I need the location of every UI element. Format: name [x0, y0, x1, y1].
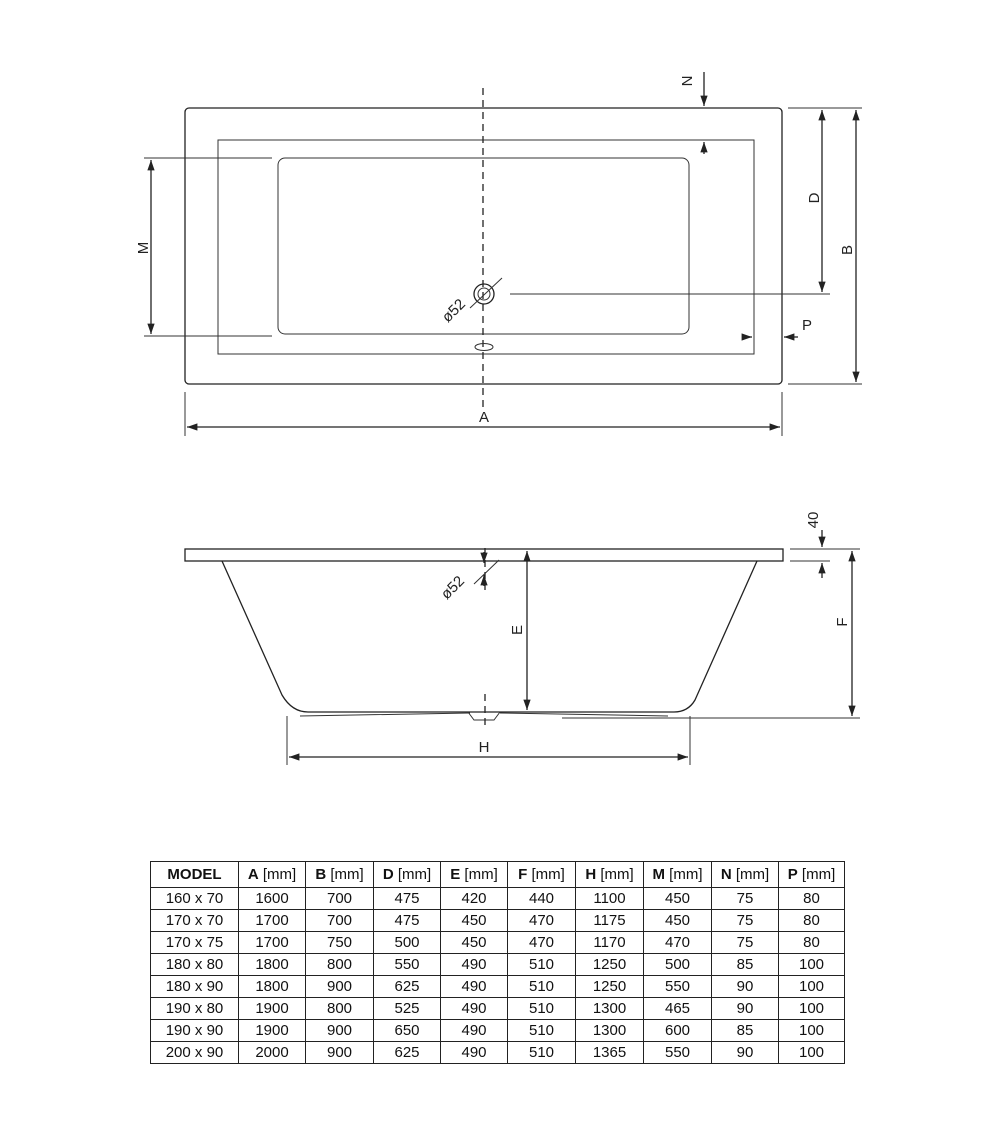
- header-h: H [mm]: [576, 862, 644, 888]
- table-row: [151, 954, 845, 976]
- value-cell: 510: [508, 954, 576, 976]
- value-cell: 100: [779, 954, 845, 976]
- dim-label-d: D: [806, 192, 823, 204]
- value-cell: 470: [508, 932, 576, 954]
- model-cell: 200 x 90: [151, 1042, 239, 1064]
- value-cell: 490: [441, 976, 508, 998]
- table-row: [151, 1020, 845, 1042]
- table-row: [151, 976, 845, 998]
- drain-label-top: ø52: [438, 295, 469, 326]
- value-cell: 1700: [239, 910, 306, 932]
- value-cell: 550: [374, 954, 441, 976]
- value-cell: 100: [779, 998, 845, 1020]
- value-cell: 90: [712, 976, 779, 998]
- value-cell: 700: [306, 888, 374, 910]
- value-cell: 450: [441, 910, 508, 932]
- value-cell: 490: [441, 1042, 508, 1064]
- value-cell: 475: [374, 888, 441, 910]
- header-model: MODEL: [151, 862, 239, 888]
- value-cell: 470: [644, 932, 712, 954]
- value-cell: 500: [374, 932, 441, 954]
- value-cell: 490: [441, 1020, 508, 1042]
- value-cell: 1365: [576, 1042, 644, 1064]
- value-cell: 1700: [239, 932, 306, 954]
- dim-label-b: B: [839, 244, 856, 256]
- value-cell: 1100: [576, 888, 644, 910]
- value-cell: 600: [644, 1020, 712, 1042]
- dim-label-e: E: [509, 624, 526, 636]
- value-cell: 650: [374, 1020, 441, 1042]
- header-d: D [mm]: [374, 862, 441, 888]
- value-cell: 80: [779, 932, 845, 954]
- value-cell: 100: [779, 976, 845, 998]
- table-row: [151, 888, 845, 910]
- value-cell: 1800: [239, 954, 306, 976]
- dim-label-h: H: [478, 739, 490, 756]
- value-cell: 510: [508, 976, 576, 998]
- side-view: [185, 512, 860, 765]
- dim-label-a: A: [478, 409, 490, 426]
- header-b: B [mm]: [306, 862, 374, 888]
- value-cell: 100: [779, 1020, 845, 1042]
- value-cell: 450: [441, 932, 508, 954]
- value-cell: 85: [712, 1020, 779, 1042]
- top-view: [135, 72, 862, 436]
- table-row: [151, 1042, 845, 1064]
- value-cell: 470: [508, 910, 576, 932]
- value-cell: 510: [508, 998, 576, 1020]
- value-cell: 1800: [239, 976, 306, 998]
- value-cell: 80: [779, 910, 845, 932]
- dim-label-n: N: [679, 75, 696, 87]
- value-cell: 1170: [576, 932, 644, 954]
- header-n: N [mm]: [712, 862, 779, 888]
- value-cell: 550: [644, 1042, 712, 1064]
- value-cell: 85: [712, 954, 779, 976]
- value-cell: 475: [374, 910, 441, 932]
- table-row: [151, 932, 845, 954]
- header-p: P [mm]: [779, 862, 845, 888]
- header-a: A [mm]: [239, 862, 306, 888]
- dim-label-m: M: [135, 241, 152, 255]
- value-cell: 1900: [239, 1020, 306, 1042]
- value-cell: 80: [779, 888, 845, 910]
- table-header-row: [151, 862, 845, 888]
- value-cell: 450: [644, 888, 712, 910]
- header-f: F [mm]: [508, 862, 576, 888]
- value-cell: 900: [306, 976, 374, 998]
- dim-label-rim: 40: [805, 511, 822, 529]
- model-cell: 170 x 70: [151, 910, 239, 932]
- value-cell: 75: [712, 910, 779, 932]
- value-cell: 1175: [576, 910, 644, 932]
- value-cell: 75: [712, 932, 779, 954]
- model-cell: 190 x 90: [151, 1020, 239, 1042]
- value-cell: 90: [712, 998, 779, 1020]
- table-row: [151, 998, 845, 1020]
- table-row: [151, 910, 845, 932]
- table-body: [151, 888, 845, 1064]
- value-cell: 625: [374, 976, 441, 998]
- value-cell: 625: [374, 1042, 441, 1064]
- value-cell: 75: [712, 888, 779, 910]
- value-cell: 700: [306, 910, 374, 932]
- model-cell: 160 x 70: [151, 888, 239, 910]
- tub-body-profile: [222, 561, 757, 712]
- value-cell: 800: [306, 954, 374, 976]
- drain-label-side: ø52: [437, 572, 468, 603]
- dim-label-f: F: [834, 617, 851, 627]
- header-e: E [mm]: [441, 862, 508, 888]
- value-cell: 800: [306, 998, 374, 1020]
- value-cell: 510: [508, 1020, 576, 1042]
- model-cell: 180 x 80: [151, 954, 239, 976]
- value-cell: 1250: [576, 954, 644, 976]
- value-cell: 490: [441, 954, 508, 976]
- value-cell: 1900: [239, 998, 306, 1020]
- value-cell: 2000: [239, 1042, 306, 1064]
- model-cell: 170 x 75: [151, 932, 239, 954]
- value-cell: 1600: [239, 888, 306, 910]
- value-cell: 1250: [576, 976, 644, 998]
- value-cell: 420: [441, 888, 508, 910]
- value-cell: 550: [644, 976, 712, 998]
- model-cell: 180 x 90: [151, 976, 239, 998]
- value-cell: 525: [374, 998, 441, 1020]
- dim-label-p: P: [802, 317, 813, 334]
- value-cell: 900: [306, 1020, 374, 1042]
- value-cell: 1300: [576, 1020, 644, 1042]
- overflow-icon: [475, 344, 493, 351]
- value-cell: 900: [306, 1042, 374, 1064]
- value-cell: 450: [644, 910, 712, 932]
- value-cell: 750: [306, 932, 374, 954]
- value-cell: 440: [508, 888, 576, 910]
- value-cell: 100: [779, 1042, 845, 1064]
- value-cell: 90: [712, 1042, 779, 1064]
- value-cell: 490: [441, 998, 508, 1020]
- value-cell: 1300: [576, 998, 644, 1020]
- header-m: M [mm]: [644, 862, 712, 888]
- model-cell: 190 x 80: [151, 998, 239, 1020]
- value-cell: 510: [508, 1042, 576, 1064]
- dimension-table: [150, 861, 845, 1064]
- value-cell: 465: [644, 998, 712, 1020]
- value-cell: 500: [644, 954, 712, 976]
- tub-inner-rim: [218, 140, 754, 354]
